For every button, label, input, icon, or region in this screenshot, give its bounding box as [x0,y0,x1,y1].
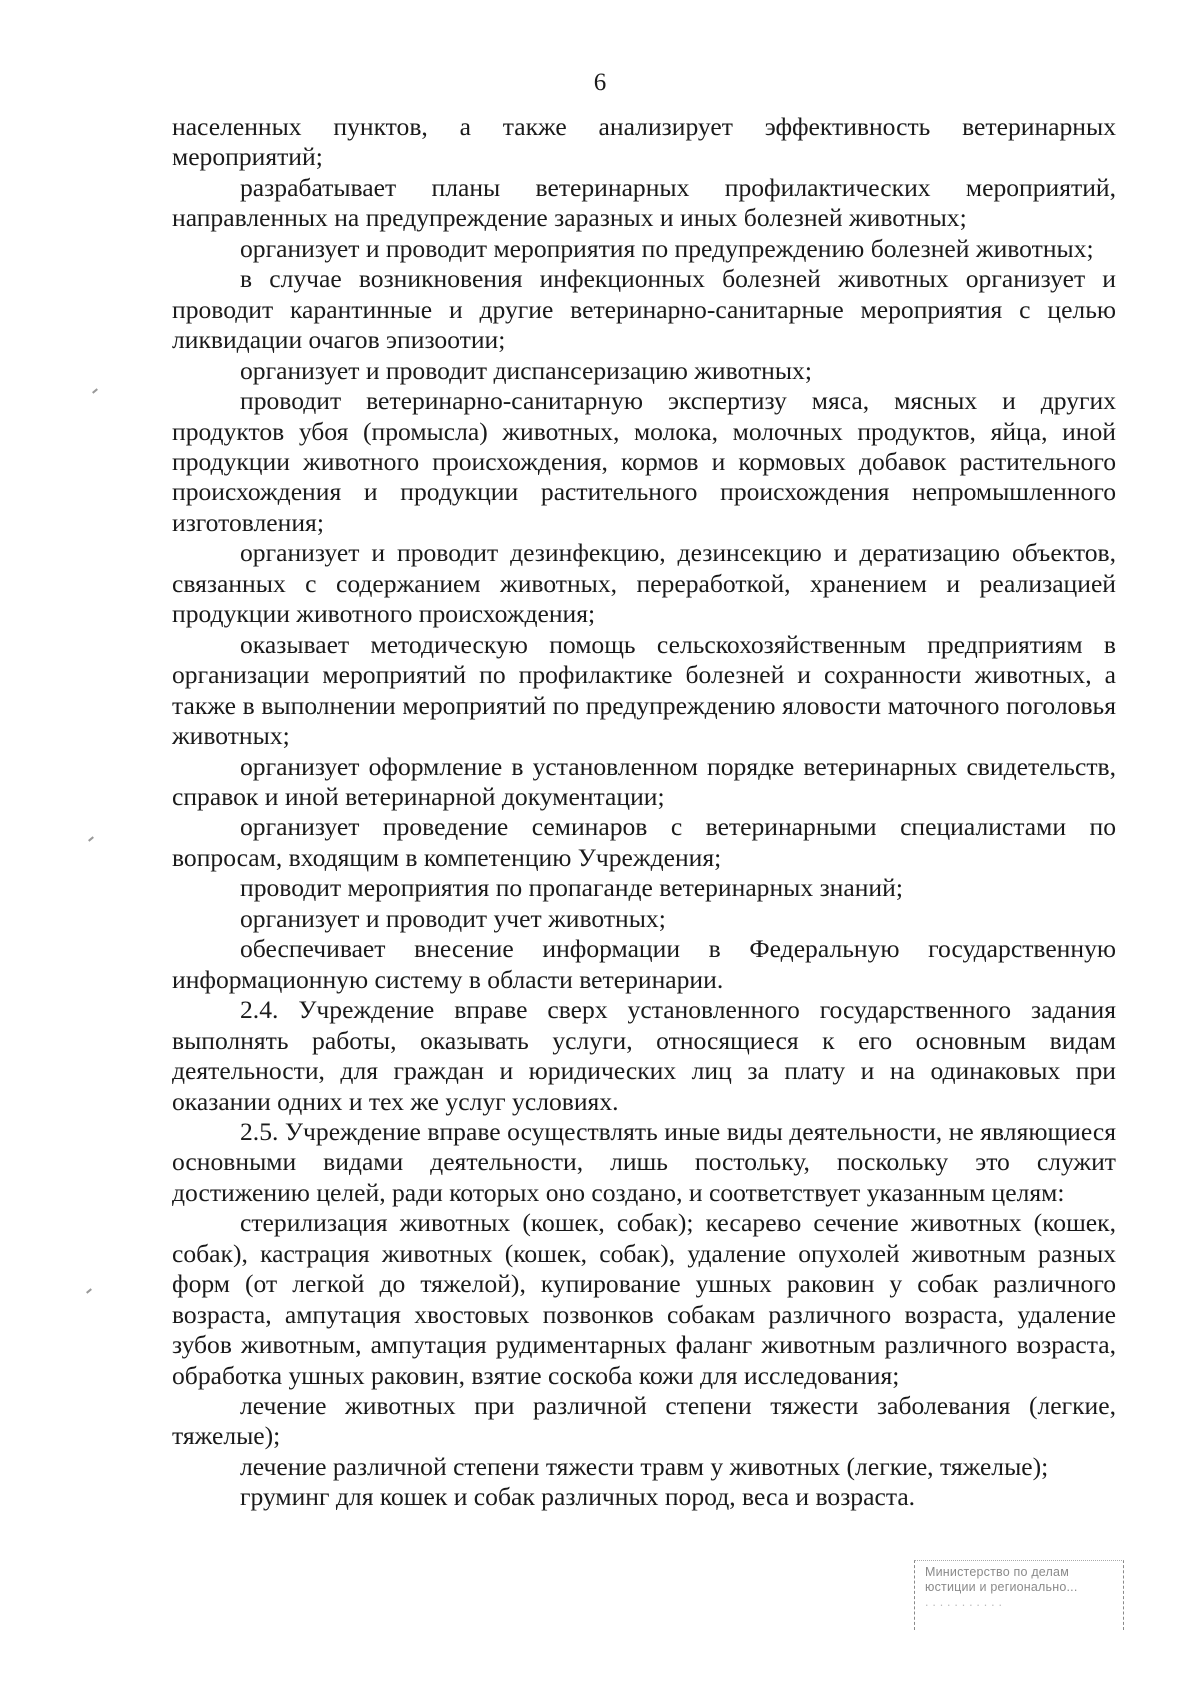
paragraph-federal-system: обеспечивает внесение информации в Федеральную государственную информационную систему в области ветеринарии. [172,934,1116,994]
paragraph-surgery-list: стерилизация животных (кошек, собак); кесарево сечение животных (кошек, собак), кастрация животных (кошек, собак), удаление опухолей животным разных форм (от легкой до тяжелой), купирование ушных раковин у собак различного возраста, ампутация хвостовых позвонков собакам различного возраста, удаление зубов животным, ампутация рудиментарных фаланг животным различного возраста, обработка ушных раковин, взятие соскоба кожи для исследования; [172,1208,1116,1390]
paragraph-continuation: населенных пунктов, а также анализирует эффективность ветеринарных мероприятий; [172,112,1116,172]
paragraph-dispensarization: организует и проводит диспансеризацию животных; [240,355,812,385]
paragraph-propaganda: проводит мероприятия по пропаганде ветеринарных знаний; [240,873,903,903]
scan-mark [92,388,98,393]
document-body [172,112,1116,1513]
paragraph-sanitary-examination: проводит ветеринарно-санитарную экспертизу мяса, мясных и других продуктов убоя (промысла) животных, молока, молочных продуктов, яйца, иной продукции животного происхождения, кормов и кормовых добавок растительного происхождения и продукции растительного происхождения непромышленного изготовления; [172,386,1116,537]
registration-stamp [914,1560,1124,1630]
stamp-line-3: . . . . . . . . . . . [925,1595,1003,1609]
paragraph-disinfection: организует и проводит дезинфекцию, дезинсекцию и дератизацию объектов, связанных с содержанием животных, переработкой, хранением и реализацией продукции животного происхождения; [172,538,1116,629]
scan-mark [86,1288,92,1293]
paragraph-prevention-plans: разрабатывает планы ветеринарных профилактических мероприятий, направленных на предупреждение заразных и иных болезней животных; [172,172,1116,233]
page-number: 6 [593,69,607,96]
stamp-line-2: юстиции и регионально... [925,1580,1078,1594]
paragraph-grooming: груминг для кошек и собак различных пород, веса и возраста. [240,1482,916,1512]
paragraph-quarantine: в случае возникновения инфекционных болезней животных организует и проводит карантинные и другие ветеринарно-санитарные мероприятия с целью ликвидации очагов эпизоотии; [172,264,1116,355]
paragraph-treatment-injuries: лечение различной степени тяжести травм у животных (легкие, тяжелые); [240,1451,1049,1481]
paragraph-animal-registry: организует и проводит учет животных; [240,903,666,933]
scan-mark [88,836,94,841]
stamp-line-1: Министерство по делам [925,1565,1069,1579]
paragraph-methodical-help: оказывает методическую помощь сельскохозяйственным предприятиям в организации мероприятий по профилактике болезней и сохранности животных, а также в выполнении мероприятий по предупреждению яловости маточного поголовья животных; [172,629,1116,751]
paragraph-documentation: организует оформление в установленном порядке ветеринарных свидетельств, справок и иной ветеринарной документации; [172,751,1116,811]
paragraph-prevention-measures: организует и проводит мероприятия по предупреждению болезней животных; [240,233,1094,263]
paragraph-seminars: организует проведение семинаров с ветеринарными специалистами по вопросам, входящим в компетенцию Учреждения; [172,812,1116,872]
paragraph-section-2-4: 2.4. Учреждение вправе сверх установленного государственного задания выполнять работы, оказывать услуги, относящиеся к его основным видам деятельности, для граждан и юридических лиц за плату и на одинаковых при оказании одних и тех же услуг условиях. [172,995,1116,1116]
paragraph-treatment-diseases: лечение животных при различной степени тяжести заболевания (легкие, тяжелые); [172,1391,1116,1451]
paragraph-section-2-5: 2.5. Учреждение вправе осуществлять иные виды деятельности, не являющиеся основными видами деятельности, лишь постольку, поскольку это служит достижению целей, ради которых оно создано, и соответствует указанным целям: [172,1116,1116,1207]
